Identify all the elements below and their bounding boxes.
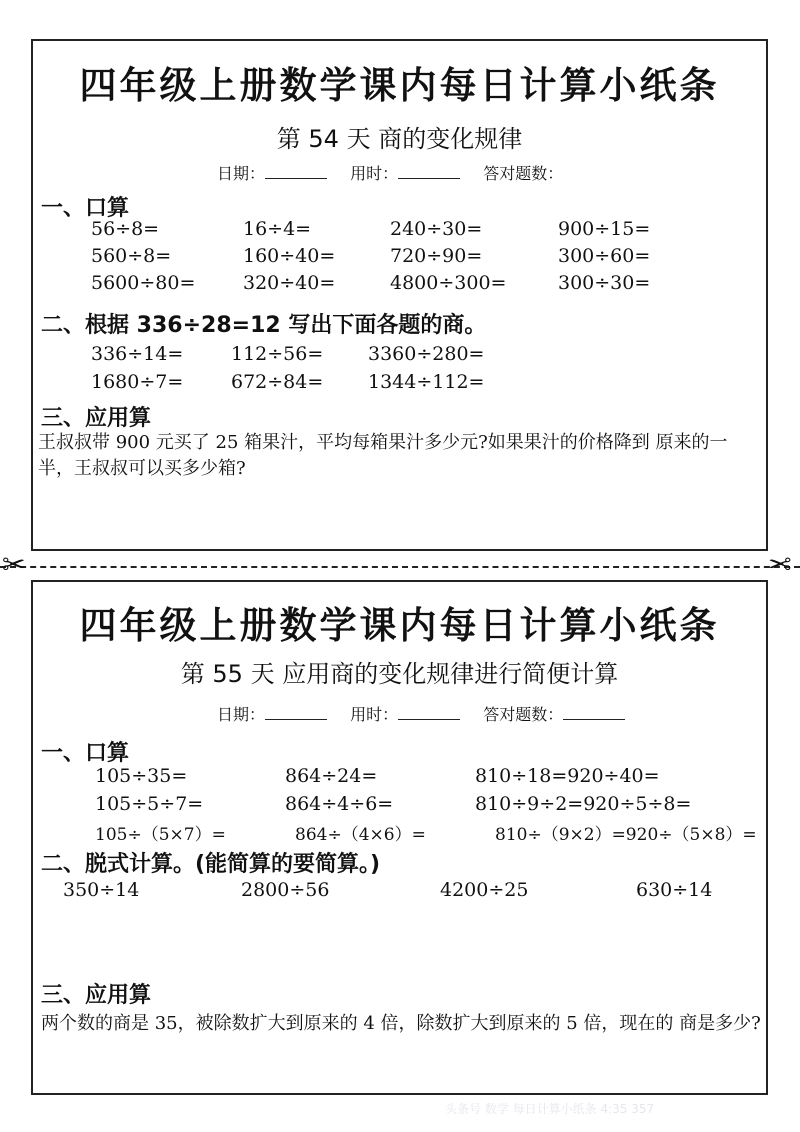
problem-item: 864÷24=: [285, 765, 378, 787]
scissors-icon: ✂: [2, 548, 26, 581]
problem-item: 864÷（4×6）=: [295, 825, 426, 845]
meta-row: [217, 161, 563, 184]
problem-item: 336÷14=: [91, 343, 184, 365]
problem-item: 4200÷25: [440, 879, 529, 901]
problem-item: 1680÷7=: [91, 371, 184, 393]
problem-item: 3360÷280=: [368, 343, 485, 365]
problem-item: 864÷4÷6=: [285, 793, 394, 815]
cut-line: [0, 566, 800, 568]
section-heading-word-problem: 三、应用算: [41, 983, 152, 1008]
problem-item: 810÷9÷2=920÷5÷8=: [475, 793, 692, 815]
problem-item: 350÷14: [63, 879, 140, 901]
word-problem-text: 两个数的商是 35，被除数扩大到原来的 4 倍，除数扩大到原来的 5 倍，现在的 商是多少?: [41, 1013, 761, 1034]
problem-item: 630÷14: [636, 879, 713, 901]
correct-count-label: 答对题数：: [483, 164, 564, 183]
section-heading-mental-math: 一、口算: [41, 741, 130, 766]
problem-item: 5600÷80=: [91, 272, 196, 294]
problem-item: 105÷35=: [95, 765, 188, 787]
problem-item: 810÷18=920÷40=: [475, 765, 660, 787]
problem-item: 560÷8=: [91, 245, 172, 267]
date-label: 日期：: [217, 705, 266, 724]
problem-item: 56÷8=: [91, 218, 160, 240]
time-blank: [398, 719, 460, 720]
problem-item: 105÷5÷7=: [95, 793, 204, 815]
date-blank: [265, 719, 327, 720]
problem-item: 112÷56=: [231, 343, 324, 365]
problem-item: 4800÷300=: [390, 272, 507, 294]
section-heading-step-calc: 二、脱式计算。(能简算的要简算。): [41, 852, 381, 877]
time-label: 用时：: [350, 164, 399, 183]
problem-item: 2800÷56: [241, 879, 330, 901]
worksheet-title: 四年级上册数学课内每日计算小纸条: [79, 64, 720, 107]
day-title: 第 55 天 应用商的变化规律进行简便计算: [180, 660, 619, 688]
day-title: 第 54 天 商的变化规律: [276, 125, 523, 153]
section-heading-mental-math: 一、口算: [41, 196, 130, 221]
problem-item: 16÷4=: [243, 218, 312, 240]
problem-item: 320÷40=: [243, 272, 336, 294]
worksheet-title: 四年级上册数学课内每日计算小纸条: [79, 604, 720, 647]
section-heading-quotient: 二、根据 336÷28=12 写出下面各题的商。: [41, 313, 487, 338]
problem-item: 810÷（9×2）=920÷（5×8）=: [495, 825, 757, 845]
problem-item: 300÷30=: [558, 272, 651, 294]
correct-count-label: 答对题数：: [483, 705, 564, 724]
worksheet-card-day54: [31, 39, 768, 551]
watermark: 头条号 数学 每日计算小纸条 4:35 357: [445, 1102, 655, 1116]
section-heading-word-problem: 三、应用算: [41, 406, 152, 431]
problem-item: 1344÷112=: [368, 371, 485, 393]
correct-count-blank: [563, 719, 625, 720]
scissors-icon: ✂: [768, 548, 792, 581]
problem-item: 160÷40=: [243, 245, 336, 267]
problem-item: 720÷90=: [390, 245, 483, 267]
problem-item: 105÷（5×7）=: [95, 825, 226, 845]
problem-item: 300÷60=: [558, 245, 651, 267]
worksheet-card-day55: [31, 580, 768, 1095]
time-label: 用时：: [350, 705, 399, 724]
problem-item: 672÷84=: [231, 371, 324, 393]
problem-item: 240÷30=: [390, 218, 483, 240]
word-problem-text: 王叔叔带 900 元买了 25 箱果汁，平均每箱果汁多少元?如果果汁的价格降到 原来的一半，王叔叔可以买多少箱?: [38, 432, 728, 479]
meta-row: [217, 702, 625, 725]
date-label: 日期：: [217, 164, 266, 183]
time-blank: [398, 178, 460, 179]
date-blank: [265, 178, 327, 179]
problem-item: 900÷15=: [558, 218, 651, 240]
